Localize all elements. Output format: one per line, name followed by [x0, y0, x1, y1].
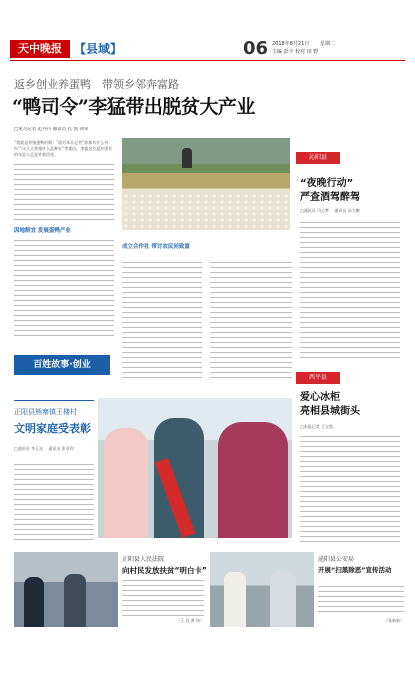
masthead-date: 2018年8月21日: [272, 41, 310, 47]
photo-officer-1: [24, 577, 44, 627]
story-body-2: [14, 240, 114, 340]
bottom1-body: [122, 580, 204, 616]
photo-police-2: [270, 570, 296, 627]
bottom2-title-small: 泌阳县公安局: [318, 556, 355, 563]
story-body-1: [14, 164, 114, 220]
masthead-logo: 天中晚报: [10, 40, 70, 58]
midleft-body: [14, 464, 94, 540]
masthead: [10, 40, 405, 62]
story-photo-main: [122, 138, 290, 230]
right-body-1: [300, 222, 400, 362]
story-photo-award: [98, 398, 292, 538]
photo-ducks: [122, 193, 290, 230]
right-title-1: “夜晚行动”: [300, 178, 354, 189]
story-kicker: 返乡创业养蛋鸭 带领乡邻奔富路: [14, 78, 179, 91]
story-byline: □见习记者 范丹丹 通讯员 孔 凯 刘荣: [14, 127, 89, 132]
story-body-4: [210, 262, 292, 382]
photo-villager-1: [64, 574, 86, 627]
masthead-weekday: 星期二: [320, 41, 336, 47]
midleft-rule: [14, 400, 94, 401]
brand-box: 百姓故事·创业: [14, 355, 110, 375]
photo-person: [182, 148, 192, 168]
bottom1-title-small: 正阳县人民法院: [122, 556, 165, 563]
photo-woman-right: [218, 422, 288, 538]
midleft-byline: □通讯员 李玉光 通讯员 张亚利: [14, 446, 74, 451]
bottom-photo-1: [14, 552, 118, 627]
section-label: 【县域】: [74, 42, 123, 56]
midleft-title-small: 正阳县熊寨镇王楼村: [14, 408, 77, 416]
bottom1-author: （王 钰 黄 伟）: [176, 618, 204, 623]
photo-officer-2: [224, 572, 246, 627]
right-tag-1: 沁阳县: [296, 152, 340, 164]
section-name: 县域: [86, 42, 111, 56]
right-byline-1: □通讯员 闫心梦 通讯员 孙大鹏: [300, 208, 360, 213]
right-tag-2: 西平县: [296, 372, 340, 384]
right-title-2b: 亮相县城街头: [300, 406, 360, 417]
bottom1-title: 向村民发放扶贫“明白卡”: [122, 566, 207, 575]
right-body-2: [300, 436, 400, 546]
photo-woman-left: [104, 428, 148, 538]
right-title-2: 爱心冰柜: [300, 392, 340, 403]
story-body-3: [122, 262, 202, 382]
bottom2-author: （张新新）: [384, 618, 404, 623]
bottom2-body: [318, 586, 404, 616]
subhead-2: 成立合作社 带讨农民同致富: [122, 244, 190, 250]
right-byline-2: □本报记者 王宝霞: [300, 424, 334, 429]
subhead-1: 因地制宜 发展蛋鸭产业: [14, 228, 71, 234]
bottom2-title: 开展“扫黑除恶”宣传活动: [318, 566, 392, 574]
right-title-1b: 严查酒驾醉驾: [300, 192, 360, 203]
page-number: 06: [243, 38, 269, 59]
story-lead: “我就是养殖蛋鸭的啊！”面对本社记者“你都有什么身份”“这几天养殖什么品种好”等提问，李猛这位返乡创业的年轻人总是笑着回答。: [14, 140, 113, 157]
masthead-rule: [10, 60, 405, 61]
bottom-photo-2: [210, 552, 314, 627]
midleft-title: 文明家庭受表彰: [14, 422, 91, 435]
masthead-editor: 主编 彭宇 校对 田 野: [272, 49, 319, 55]
story-headline: “鸭司令”李猛带出脱贫大产业: [12, 96, 255, 118]
